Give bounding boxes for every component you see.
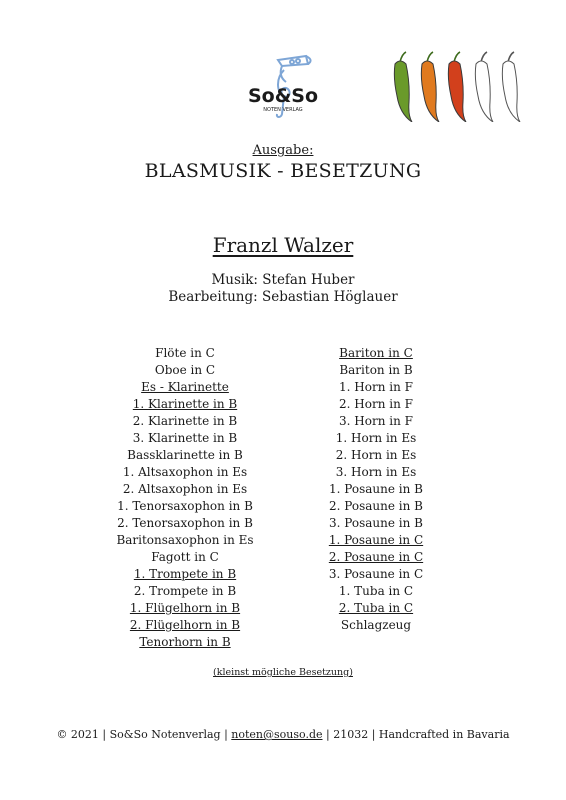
difficulty-rating — [388, 50, 528, 122]
part-item: 1. Posaune in B — [329, 482, 423, 496]
chili-pepper-filled-icon — [421, 52, 439, 122]
part-item: 2. Flügelhorn in B — [129, 618, 241, 632]
part-item: 2. Posaune in C — [328, 550, 424, 564]
part-item: 1. Tuba in C — [338, 584, 414, 598]
part-item: 3. Horn in F — [339, 414, 413, 428]
edition-title: BLASMUSIK - BESETZUNG — [144, 160, 422, 182]
part-item: Fagott in C — [151, 550, 219, 564]
chili-pepper-filled-icon — [394, 52, 412, 122]
parts-list-right — [271, 345, 481, 634]
part-item: 2. Klarinette in B — [132, 414, 238, 428]
parts-list-left — [80, 345, 290, 651]
part-item: 1. Flügelhorn in B — [129, 601, 241, 615]
part-item: Baritonsaxophon in Es — [116, 533, 254, 547]
footer — [0, 728, 566, 741]
logo-brand: So&So — [248, 85, 318, 107]
part-item: Oboe in C — [154, 363, 216, 377]
chili-pepper-outline-icon — [475, 52, 493, 122]
part-item: 2. Horn in Es — [335, 448, 417, 462]
part-item: Es - Klarinette — [141, 380, 229, 394]
part-item: 2. Altsaxophon in Es — [122, 482, 248, 496]
part-item: 2. Horn in F — [339, 397, 413, 411]
part-item: 3. Horn in Es — [335, 465, 417, 479]
part-item: 3. Klarinette in B — [132, 431, 238, 445]
part-item: 1. Altsaxophon in Es — [122, 465, 248, 479]
part-item: Bassklarinette in B — [127, 448, 243, 462]
logo-subtitle: NOTEN VERLAG — [263, 107, 303, 113]
part-item: 3. Posaune in C — [328, 567, 424, 581]
part-item: Schlagzeug — [340, 618, 412, 632]
part-item: 2. Trompete in B — [133, 584, 237, 598]
footer-copyright: © 2021 | So&So Notenverlag | — [56, 728, 232, 741]
part-item: 2. Tenorsaxophon in B — [117, 516, 253, 530]
chili-pepper-filled-icon — [448, 52, 466, 122]
edition-label: Ausgabe: — [252, 143, 314, 158]
part-item: Bariton in B — [339, 363, 413, 377]
part-item: 1. Klarinette in B — [132, 397, 238, 411]
chili-pepper-outline-icon — [502, 52, 520, 122]
part-item: 1. Horn in Es — [335, 431, 417, 445]
part-item: 1. Posaune in C — [328, 533, 424, 547]
so-und-so-logo — [248, 52, 318, 120]
composer-credit: Musik: Stefan Huber — [211, 272, 355, 288]
part-item: Flöte in C — [155, 346, 215, 360]
song-title: Franzl Walzer — [212, 233, 354, 257]
part-item: 1. Trompete in B — [133, 567, 237, 581]
arranger-credit: Bearbeitung: Sebastian Höglauer — [168, 289, 398, 305]
part-item: Tenorhorn in B — [139, 635, 231, 649]
trumpet-icon — [278, 56, 311, 82]
footer-info: | 21032 | Handcrafted in Bavaria — [322, 728, 510, 741]
part-item: 1. Tenorsaxophon in B — [117, 499, 253, 513]
minimum-instrumentation-note: (kleinst mögliche Besetzung) — [213, 667, 353, 678]
part-item: 2. Posaune in B — [329, 499, 423, 513]
part-item: 2. Tuba in C — [338, 601, 414, 615]
footer-email-link[interactable]: noten@souso.de — [231, 728, 323, 741]
part-item: Bariton in C — [339, 346, 413, 360]
part-item: 3. Posaune in B — [329, 516, 423, 530]
part-item: 1. Horn in F — [339, 380, 413, 394]
